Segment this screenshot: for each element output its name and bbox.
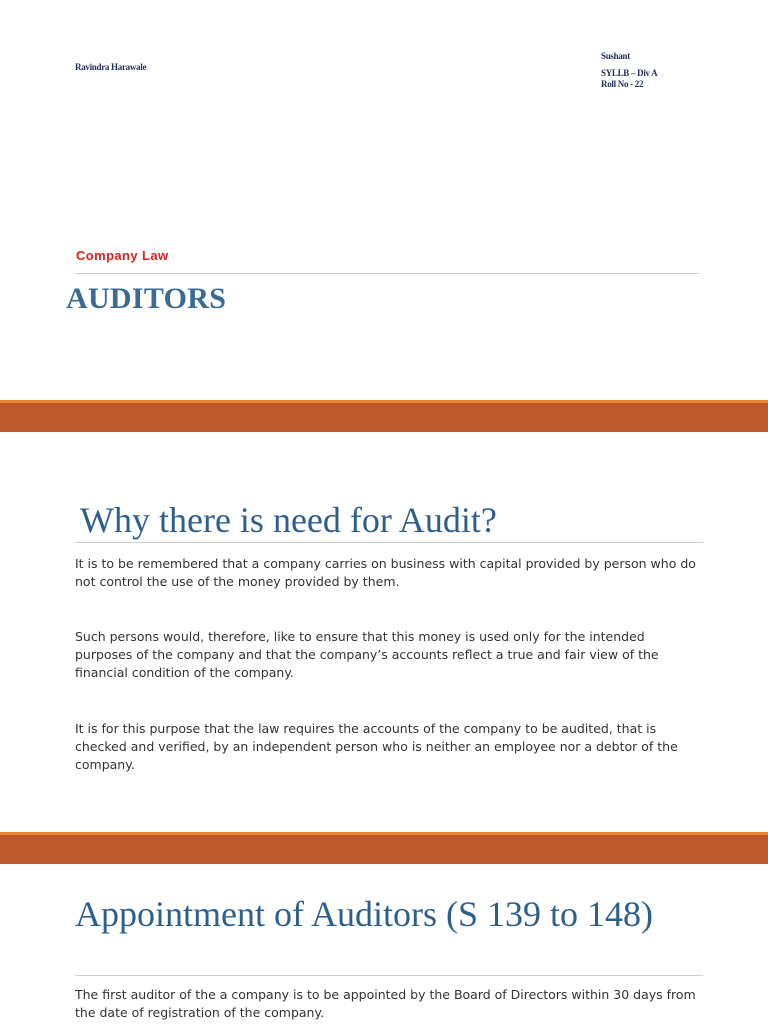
paragraph: It is for this purpose that the law requires the accounts of the company to be audited, that is checked and verified, by an independent person who is neither an employee nor a debtor of the company.: [75, 721, 678, 772]
heading-divider: [75, 975, 703, 976]
audit-need-slide: [0, 432, 768, 832]
title-slide: [0, 0, 768, 400]
slide-separator: [0, 400, 768, 432]
paragraph: Such persons would, therefore, like to ensure that this money is used only for the intended purposes of the company and that the company’s accounts reflect a true and fair view of the financial condition of the company.: [75, 629, 659, 680]
student-info: [601, 51, 657, 90]
slide-title: AUDITORS: [66, 282, 227, 315]
heading-divider: [75, 542, 703, 543]
title-divider: [75, 273, 699, 274]
slide-separator: [0, 832, 768, 864]
subject-label: Company Law: [76, 248, 169, 263]
paragraph: It is to be remembered that a company carries on business with capital provided by person who do not control the use of the money provided by them.: [75, 556, 696, 589]
slide-heading: Why there is need for Audit?: [80, 500, 497, 540]
student-class: SYLLB – Div A: [601, 68, 658, 78]
student-name: Sushant: [601, 51, 630, 61]
author-name: Ravindra Harawale: [75, 62, 147, 72]
paragraph: The first auditor of the a company is to be appointed by the Board of Directors within 30 days from the date of registration of the company.: [75, 987, 696, 1020]
student-roll: Roll No - 22: [601, 79, 644, 89]
appointment-slide: [0, 864, 768, 1024]
slide-heading: Appointment of Auditors (S 139 to 148): [75, 894, 653, 934]
